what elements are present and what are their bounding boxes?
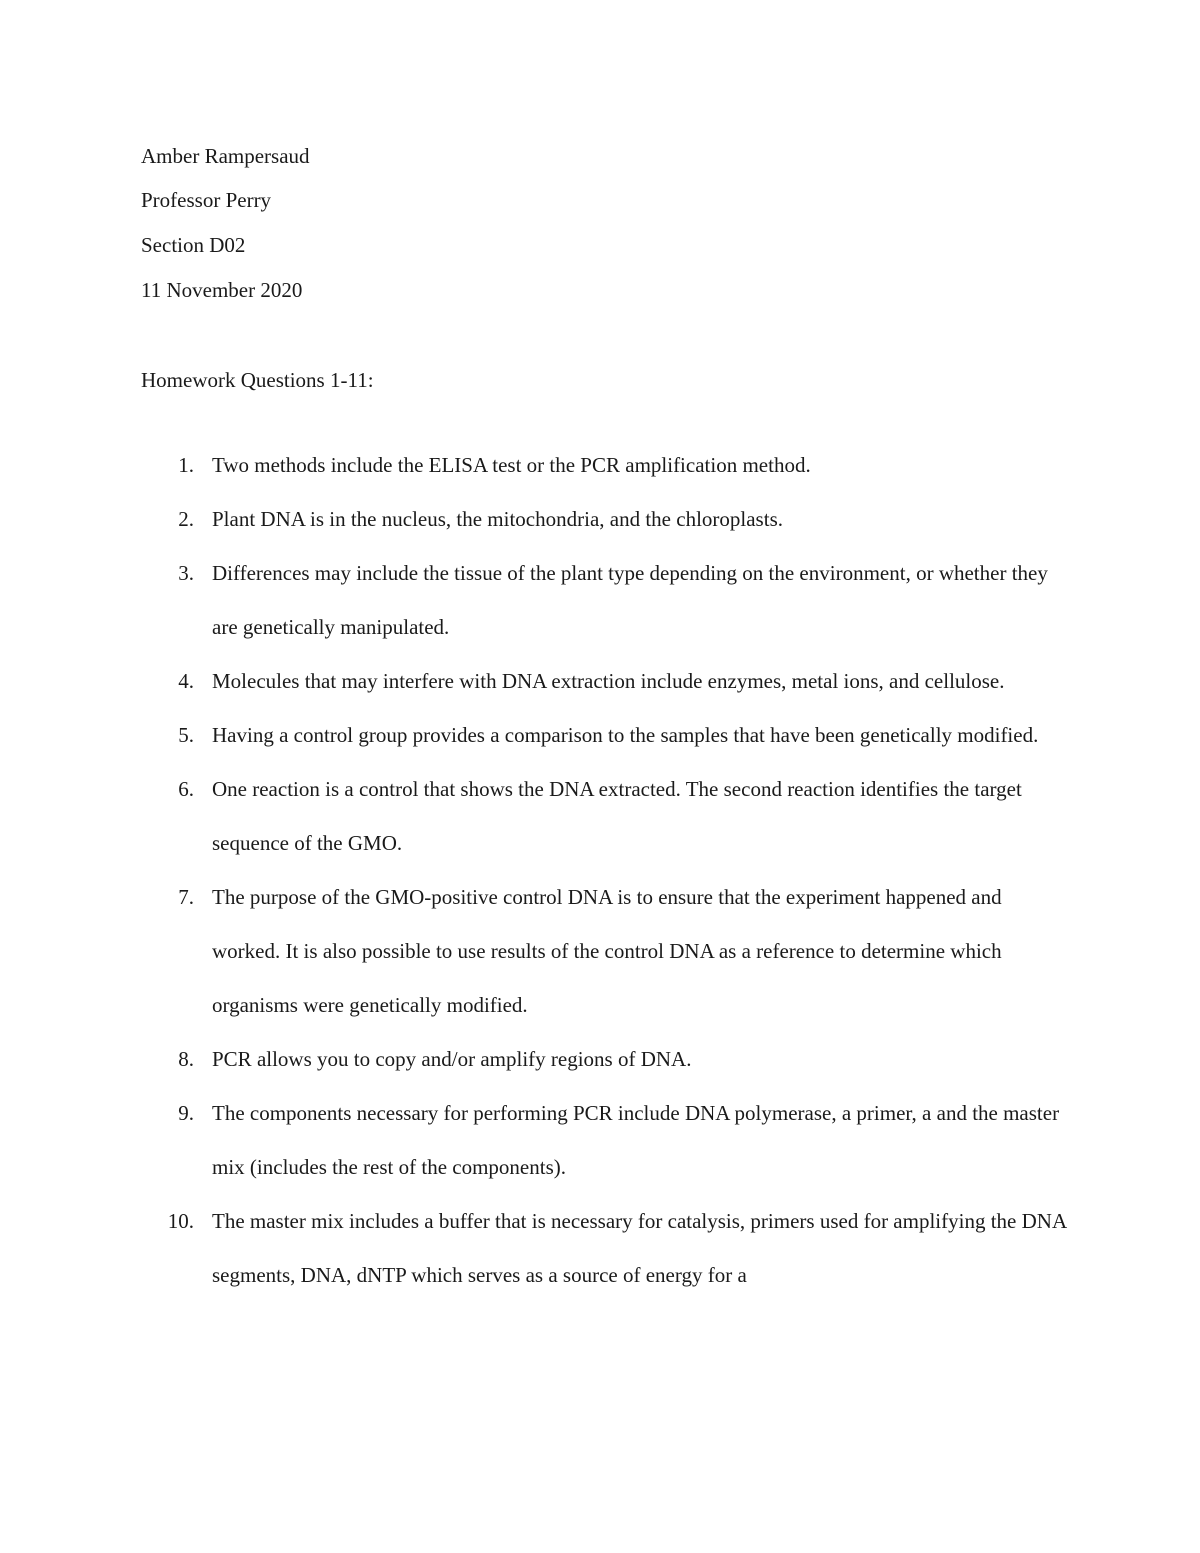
section-label: Section D02 <box>141 233 246 257</box>
answer-text: Molecules that may interfere with DNA extraction include enzymes, metal ions, and cellulose. <box>212 669 1005 693</box>
date-label: 11 November 2020 <box>141 278 303 302</box>
answer-text: Two methods include the ELISA test or the PCR amplification method. <box>212 453 811 477</box>
question-number: 9. <box>178 1101 194 1125</box>
question-number: 3. <box>178 561 194 585</box>
answer-text: Plant DNA is in the nucleus, the mitochondria, and the chloroplasts. <box>212 507 783 531</box>
question-item <box>141 438 1071 492</box>
answer-text: One reaction is a control that shows the DNA extracted. The second reaction identifies the target sequence of the GMO. <box>212 777 1022 855</box>
answer-text: The master mix includes a buffer that is necessary for catalysis, primers used for amplifying the DNA segments, DNA, dNTP which serves as a source of energy for a <box>212 1209 1066 1287</box>
answer-text: PCR allows you to copy and/or amplify regions of DNA. <box>212 1047 692 1071</box>
student-name: Amber Rampersaud <box>141 144 310 168</box>
answer-text: The purpose of the GMO-positive control DNA is to ensure that the experiment happened and worked. It is also possible to use results of the control DNA as a reference to determine which organisms were genetically modified. <box>212 885 1002 1017</box>
question-list <box>141 438 1071 1302</box>
question-item <box>141 654 1071 708</box>
question-number: 5. <box>178 723 194 747</box>
question-item <box>141 1086 1071 1194</box>
answer-text: The components necessary for performing PCR include DNA polymerase, a primer, a and the master mix (includes the rest of the components). <box>212 1101 1060 1179</box>
assignment-heading: Homework Questions 1-11: <box>141 368 374 392</box>
question-item <box>141 546 1071 654</box>
professor-name: Professor Perry <box>141 188 272 212</box>
question-number: 4. <box>178 669 194 693</box>
question-item <box>141 762 1071 870</box>
question-number: 2. <box>178 507 194 531</box>
question-number: 1. <box>178 453 194 477</box>
question-item <box>141 1194 1071 1302</box>
answer-text: Having a control group provides a comparison to the samples that have been genetically modified. <box>212 723 1039 747</box>
question-item <box>141 492 1071 546</box>
question-number: 10. <box>167 1209 194 1233</box>
question-item <box>141 1032 1071 1086</box>
question-number: 8. <box>178 1047 194 1071</box>
question-item <box>141 870 1071 1032</box>
answer-text: Differences may include the tissue of the plant type depending on the environment, or whether they are genetically manipulated. <box>212 561 1048 639</box>
question-number: 6. <box>178 777 194 801</box>
question-number: 7. <box>178 885 194 909</box>
question-item <box>141 708 1071 762</box>
